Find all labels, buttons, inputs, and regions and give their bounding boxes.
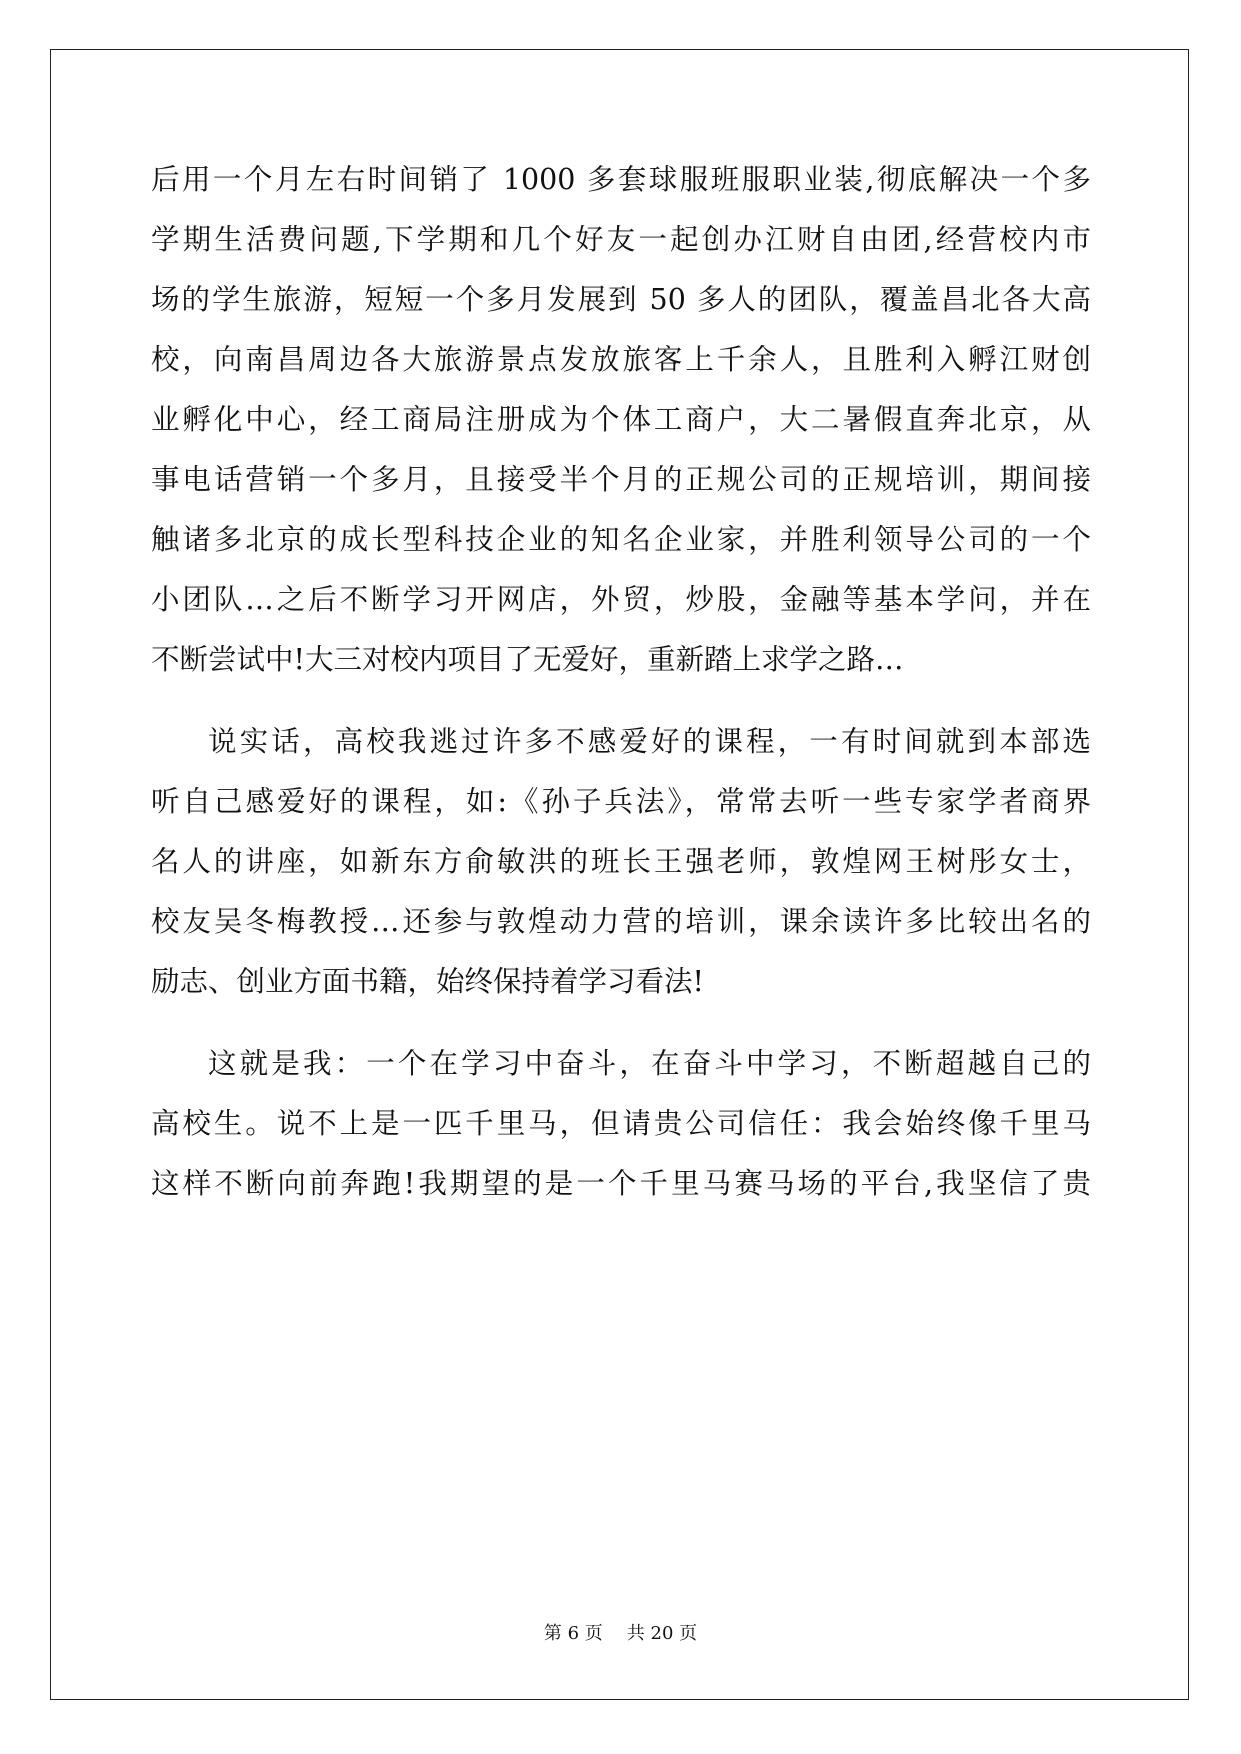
text-line: 事电话营销一个多月，且接受半个月的正规公司的正规培训，期间接	[151, 463, 1091, 496]
document-body	[151, 150, 1091, 1214]
text-line: 触诸多北京的成长型科技企业的知名企业家，并胜利领导公司的一个	[151, 523, 1091, 556]
text-line: 小团队…之后不断学习开网店，外贸，炒股，金融等基本学问，并在	[151, 583, 1091, 616]
text-line: 学期生活费问题,下学期和几个好友一起创办江财自由团,经营校内市	[151, 223, 1091, 256]
paragraph-1	[151, 150, 1091, 690]
paragraph-2	[151, 712, 1091, 1012]
text-line: 听自己感爱好的课程，如:《孙子兵法》，常常去听一些专家学者商界	[151, 785, 1091, 818]
text-line: 后用一个月左右时间销了 1000 多套球服班服职业装,彻底解决一个多	[151, 163, 1091, 196]
text-line: 说实话，高校我逃过许多不感爱好的课程，一有时间就到本部选	[208, 725, 1091, 758]
text-line: 励志、创业方面书籍，始终保持着学习看法!	[151, 965, 704, 998]
total-pages: 共 20 页	[626, 1623, 698, 1644]
paragraph-3	[151, 1034, 1091, 1214]
text-line: 高校生。说不上是一匹千里马，但请贵公司信任：我会始终像千里马	[151, 1107, 1091, 1140]
text-line: 场的学生旅游，短短一个多月发展到 50 多人的团队，覆盖昌北各大高	[151, 283, 1091, 316]
text-line: 这就是我：一个在学习中奋斗，在奋斗中学习，不断超越自己的	[208, 1047, 1091, 1080]
text-line: 校友吴冬梅教授…还参与敦煌动力营的培训，课余读许多比较出名的	[151, 905, 1091, 938]
text-line: 不断尝试中!大三对校内项目了无爱好，重新踏上求学之路…	[151, 643, 904, 676]
text-line: 校，向南昌周边各大旅游景点发放旅客上千余人，且胜利入孵江财创	[151, 343, 1091, 376]
text-line: 这样不断向前奔跑!我期望的是一个千里马赛马场的平台,我坚信了贵	[151, 1167, 1091, 1200]
text-line: 名人的讲座，如新东方俞敏洪的班长王强老师，敦煌网王树彤女士，	[151, 845, 1091, 878]
page-footer	[0, 1622, 1241, 1646]
page-number: 第 6 页	[543, 1623, 603, 1644]
text-line: 业孵化中心，经工商局注册成为个体工商户，大二暑假直奔北京，从	[151, 403, 1091, 436]
